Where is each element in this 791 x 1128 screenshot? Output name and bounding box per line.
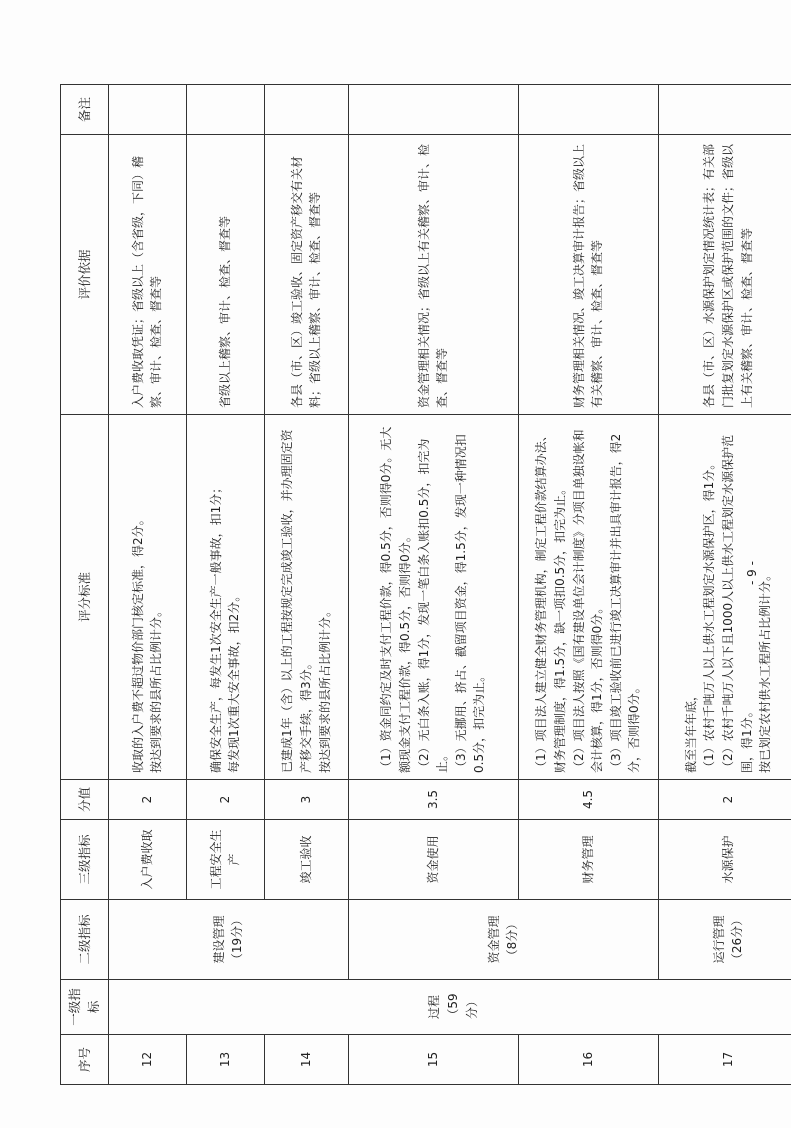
row-basis: [264, 135, 348, 415]
row-basis: [348, 135, 518, 415]
row-no: 16: [518, 1035, 658, 1085]
row-standard: [108, 415, 186, 780]
header-standard: 评分标准: [61, 415, 109, 780]
header-basis: 评价依据: [61, 135, 109, 415]
row-no: 12: [108, 1035, 186, 1085]
row-no: 13: [186, 1035, 264, 1085]
row-score: 2: [658, 780, 791, 820]
standard-line: （1）项目法人建立健全财务管理机构，制定工程价款结算办法、财务管理制度，得1.5分，缺一项扣0.5分，扣完为止。: [534, 429, 568, 773]
evaluation-table: [60, 84, 791, 1085]
basis-line: 省级以上稽察、审计、检查、督查等: [217, 215, 232, 408]
header-level1: 一级指标: [61, 980, 109, 1035]
standard-line: （3）项目竣工验收前已进行竣工决算审计并出具审计报告，得2分，否则得0分。: [608, 433, 642, 773]
level2-fund: 资金管理（8分）: [348, 900, 658, 980]
page-number: - 9 -: [745, 561, 759, 585]
header-note: 备注: [61, 85, 109, 135]
standard-line: 收取的入户费不超过物价部门核定标准，得2分。: [130, 513, 145, 773]
row-note: [348, 85, 518, 135]
row-note: [658, 85, 791, 135]
standard-line: 按已划定农村供水工程所占比例计分。: [758, 568, 773, 773]
level1-process: 过程（59分）: [108, 980, 791, 1035]
table-header-row: [61, 85, 109, 1085]
header-no: 序号: [61, 1035, 109, 1085]
row-score: 3: [264, 780, 348, 820]
standard-line: 按达到要求的县所占比例计分。: [317, 604, 332, 773]
row-standard: [348, 415, 518, 780]
row-level3: 竣工验收: [264, 820, 348, 900]
row-score: 2: [186, 780, 264, 820]
standard-line: （2）项目法人按照《国有建设单位会计制度》分项目单独设帐和会计核算，得1分，否则得0分。: [571, 429, 605, 773]
row-level3: 财务管理: [518, 820, 658, 900]
basis-line: 各县（市、区）水源保护划定情况统计表；有关部门批复划定水源保护区或保护范围的文件；省级以上有关稽察、审计、检查、督查等: [702, 143, 754, 408]
row-basis: [186, 135, 264, 415]
row-basis: [518, 135, 658, 415]
standard-line: 截至当年年底，: [683, 688, 698, 773]
level2-operation: 运行管理（26分）: [658, 900, 791, 980]
standard-line: 按达到要求的县所占比例计分。: [149, 604, 164, 773]
row-no: 14: [264, 1035, 348, 1085]
standard-line: （3）无挪用、挤占、截留项目资金，得1.5分，发现一种情况扣0.5分，扣完为止。: [453, 434, 487, 773]
table-row: [348, 85, 518, 1085]
row-no: 15: [348, 1035, 518, 1085]
table-row: [108, 85, 186, 1085]
basis-line: 财务管理相关情况、竣工决算审计报告；省级以上有关稽察、审计、检查、督查等: [571, 143, 605, 408]
row-no: 17: [658, 1035, 791, 1085]
basis-line: 资金管理相关情况；省级以上有关稽察、审计、检查、督查等: [416, 143, 450, 408]
row-score: 4.5: [518, 780, 658, 820]
row-standard: [518, 415, 658, 780]
basis-line: 各县（市、区）竣工验收、固定资产移交有关材料；省级以上稽察、审计、检查、督查等: [289, 155, 323, 408]
row-score: 2: [108, 780, 186, 820]
standard-line: （2）农村千吨万人以下且1000人以上供水工程划定水源保护范围，得1分。: [720, 434, 754, 773]
row-note: [108, 85, 186, 135]
row-level3: 工程安全生产: [186, 820, 264, 900]
rotated-table-wrapper: [60, 85, 790, 1085]
standard-line: 已建成1年（含）以上的工程按规定完成竣工验收，并办理固定资产移交手续，得3分。: [280, 429, 313, 773]
standard-line: （1）资金同约定及时支付工程价款，得0.5分，否则得0分。无大额现金支付工程价款，得0.5分，否则得0分。: [379, 426, 413, 773]
standard-line: 每发现1次重大安全事故，扣2分。: [227, 589, 242, 773]
row-note: [186, 85, 264, 135]
standard-line: 确保安全生产，每发生1次安全生产一般事故，扣1分；: [208, 481, 223, 773]
row-standard: [658, 415, 791, 780]
row-note: [518, 85, 658, 135]
row-level3: 入户费收取: [108, 820, 186, 900]
header-score: 分值: [61, 780, 109, 820]
row-standard: [186, 415, 264, 780]
row-note: [264, 85, 348, 135]
header-level3: 三级指标: [61, 820, 109, 900]
level2-construction: 建设管理（19分）: [108, 900, 348, 980]
row-level3: 水源保护: [658, 820, 791, 900]
row-score: 3.5: [348, 780, 518, 820]
basis-line: 入户费收取凭证；省级以上（含省级，下同）稽察、审计、检查、督查等: [130, 155, 164, 408]
row-basis: [108, 135, 186, 415]
standard-line: （1）农村千吨万人以上供水工程划定水源保护区，得1分。: [702, 457, 717, 773]
standard-line: （2）无白条入账，得1分，发现一笔白条入账扣0.5分，扣完为止。: [416, 438, 450, 773]
row-level3: 资金使用: [348, 820, 518, 900]
row-standard: [264, 415, 348, 780]
row-basis: [658, 135, 791, 415]
header-level2: 二级指标: [61, 900, 109, 980]
